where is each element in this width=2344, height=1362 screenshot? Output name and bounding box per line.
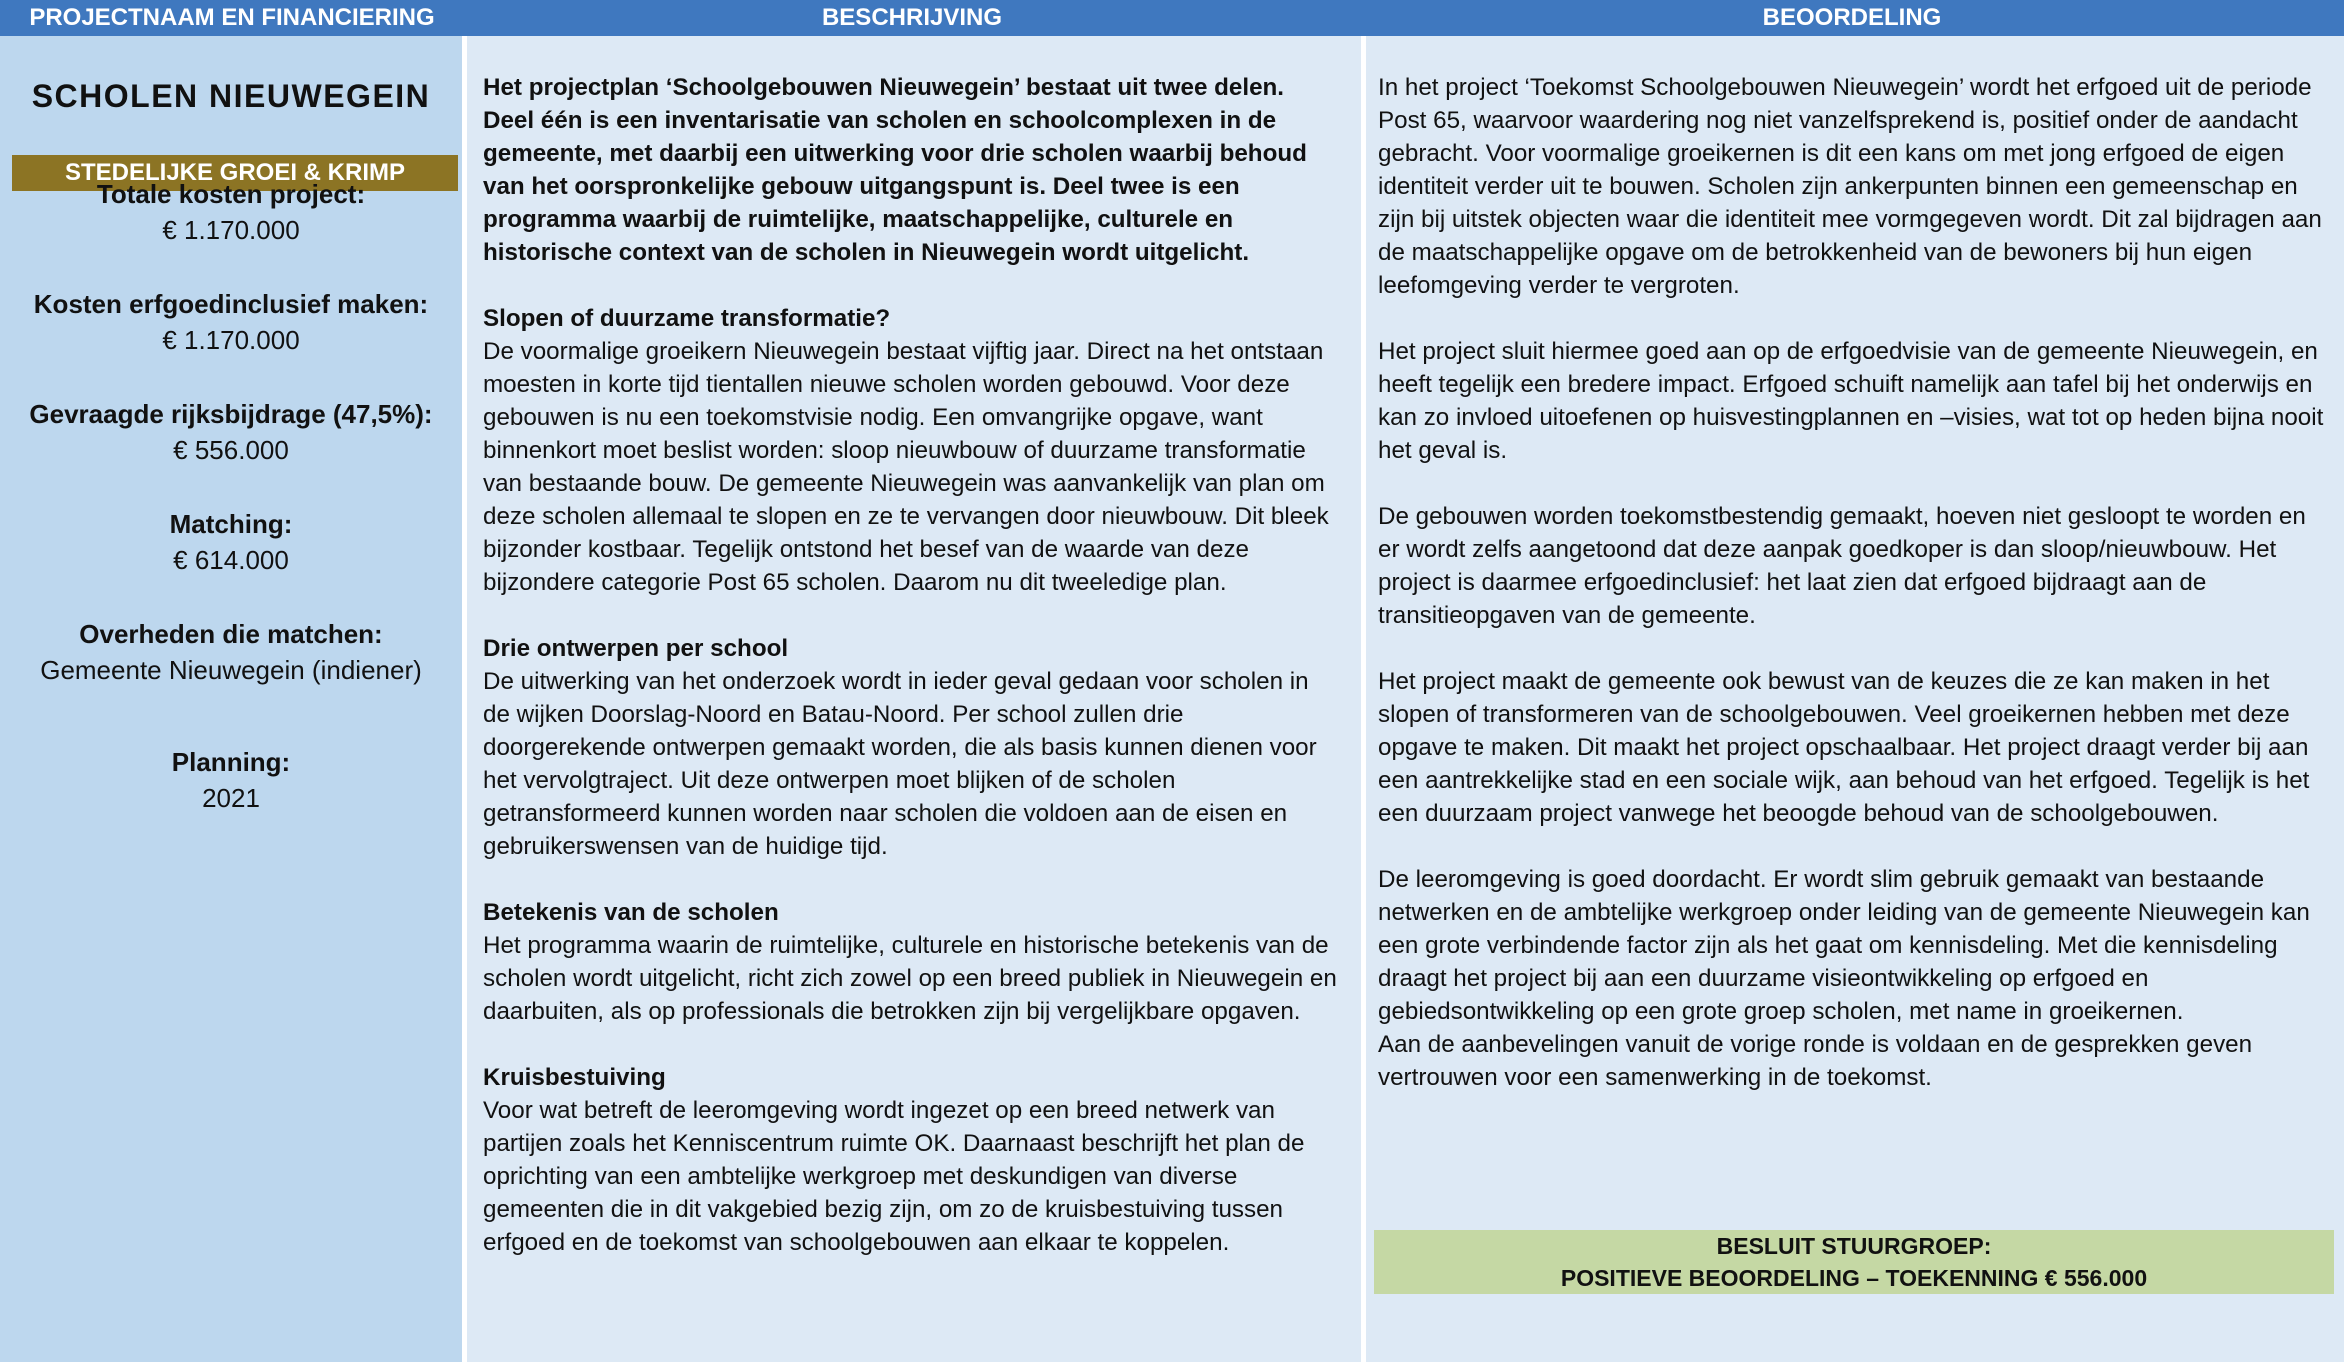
total-cost-value: € 1.170.000: [162, 215, 300, 245]
section-text: De uitwerking van het onderzoek wordt in ieder geval gedaan voor scholen in de wijken Doorslag-Noord en Batau-Noord. Per school zullen drie doorgerekende ontwerpen gemaakt worden, die als basis kunnen dienen voor het vervolgtraject. Uit deze ontwerpen moet blijken of de scholen getransformeerd kunnen worden naar scholen die voldoen aan de eisen en gebruikerswensen van de huidige tijd.: [483, 668, 1317, 860]
description-column: [467, 36, 1361, 1362]
assessment-column: [1366, 36, 2344, 1362]
heritage-cost-label: Kosten erfgoedinclusief maken:: [33, 289, 429, 319]
description-section: [483, 896, 1341, 1028]
governments-value: Gemeente Nieuwegein (indiener): [40, 655, 422, 685]
description-section: [483, 632, 1341, 863]
assessment-paragraph: Het project maakt de gemeente ook bewust van de keuzes die ze kan maken in het slopen of transformeren van de schoolgebouwen. Veel groeikernen hebben met deze opgave te maken. Dit maakt het project opschaalbaar. Het project draagt verder bij aan een aantrekkelijke stad en een sociale wijk, aan behoud van het erfgoed. Tegelijk is het een duurzaam project vanwege het beoogde behoud van de schoolgebouwen.: [1378, 668, 2310, 827]
planning-label: Planning:: [171, 747, 291, 777]
matching-value: € 614.000: [173, 545, 289, 575]
header-assessment: BEOORDELING: [1762, 4, 1942, 31]
planning-block: [0, 744, 462, 816]
matching-label: Matching:: [169, 509, 293, 539]
assessment-paragraph: Aan de aanbevelingen vanuit de vorige ronde is voldaan en de gesprekken geven vertrouwen voor een samenwerking in de toekomst.: [1378, 1031, 2253, 1091]
assessment-paragraph: Het project sluit hiermee goed aan op de erfgoedvisie van de gemeente Nieuwegein, en heeft tegelijk een bredere impact. Erfgoed schuift namelijk aan tafel bij het onderwijs en kan zo invloed uitoefenen op huisvestingplannen en –visies, wat tot op heden bijna nooit het geval is.: [1378, 338, 2324, 464]
section-title: Drie ontwerpen per school: [483, 635, 789, 662]
contribution-value: € 556.000: [173, 435, 289, 465]
section-title: Slopen of duurzame transformatie?: [483, 305, 891, 332]
section-title: Betekenis van de scholen: [483, 899, 779, 926]
planning-value: 2021: [202, 783, 260, 813]
assessment-paragraph: De gebouwen worden toekomstbestendig gemaakt, hoeven niet gesloopt te worden en er wordt zelfs aangetoond dat deze aanpak goedkoper is dan sloop/nieuwbouw. Het project is daarmee erfgoedinclusief: het laat zien dat erfgoed bijdraagt aan de transitieopgaven van de gemeente.: [1378, 503, 2306, 629]
section-text: De voormalige groeikern Nieuwegein bestaat vijftig jaar. Direct na het ontstaan moesten in korte tijd tientallen nieuwe scholen worden gebouwd. Voor deze gebouwen is nu een toekomstvisie nodig. Een omvangrijke opgave, want binnenkort moet beslist worden: sloop nieuwbouw of duurzame transformatie van bestaande bouw. De gemeente Nieuwegein was aanvankelijk van plan om deze scholen allemaal te slopen en ze te vervangen door nieuwbouw. Dit bleek bijzonder kostbaar. Tegelijk ontstond het besef van de waarde van deze bijzondere categorie Post 65 scholen. Daarom nu dit tweeledige plan.: [483, 338, 1329, 596]
header-bar: [0, 0, 2344, 36]
description-intro: Het projectplan ‘Schoolgebouwen Nieuwegein’ bestaat uit twee delen. Deel één is een inventarisatie van scholen en schoolcomplexen in de gemeente, met daarbij een uitwerking voor drie scholen waarbij behoud van het oorspronkelijke gebouw uitgangspunt is. Deel twee is een programma waarbij de ruimtelijke, maatschappelijke, culturele en historische context van de scholen in Nieuwegein wordt uitgelicht.: [483, 74, 1307, 266]
decision-text: POSITIEVE BEOORDELING – TOEKENNING € 556.000: [1560, 1265, 2148, 1291]
description-section: [483, 1061, 1341, 1259]
contribution-block: [0, 396, 462, 468]
header-description: BESCHRIJVING: [821, 4, 1003, 31]
header-project-financing: PROJECTNAAM EN FINANCIERING: [29, 4, 435, 31]
governments-label: Overheden die matchen:: [79, 619, 383, 649]
decision-title: BESLUIT STUURGROEP:: [1716, 1233, 1992, 1259]
governments-block: [0, 616, 462, 688]
section-title: Kruisbestuiving: [483, 1064, 666, 1091]
description-section: [483, 302, 1341, 599]
financing-column: [0, 36, 462, 1362]
contribution-label: Gevraagde rijksbijdrage (47,5%):: [29, 399, 433, 429]
assessment-paragraph: De leeromgeving is goed doordacht. Er wordt slim gebruik gemaakt van bestaande netwerken en de ambtelijke werkgroep onder leiding van de gemeente Nieuwegein kan een grote verbindende factor zijn als het gaat om kennisdeling. Met die kennisdeling draagt het project bij aan een duurzame visieontwikkeling op erfgoed en gebiedsontwikkeling op een grote groep scholen, met name in groeikernen.: [1378, 866, 2310, 1025]
project-name: SCHOLEN NIEUWEGEIN: [31, 78, 431, 114]
matching-block: [0, 506, 462, 578]
section-text: Het programma waarin de ruimtelijke, culturele en historische betekenis van de scholen wordt uitgelicht, richt zich zowel op een breed publiek in Nieuwegein en daarbuiten, als op professionals die betrokken zijn bij vergelijkbare opgaven.: [483, 932, 1337, 1025]
assessment-paragraph: In het project ‘Toekomst Schoolgebouwen Nieuwegein’ wordt het erfgoed uit de periode Post 65, waarvoor waardering nog niet vanzelfsprekend is, positief onder de aandacht gebracht. Voor voormalige groeikernen is dit een kans om met jong erfgoed de eigen identiteit verder uit te bouwen. Scholen zijn ankerpunten binnen een gemeenschap en zijn bij uitstek objecten waar die identiteit mee vormgegeven wordt. Dit zal bijdragen aan de maatschappelijke opgave om de betrokkenheid van de bewoners bij hun eigen leefomgeving verder te vergroten.: [1378, 74, 2322, 299]
decision-box: [1374, 1230, 2334, 1294]
total-cost-block: [0, 176, 462, 248]
heritage-cost-value: € 1.170.000: [162, 325, 300, 355]
theme-badge: STEDELIJKE GROEI & KRIMP: [12, 155, 458, 191]
section-text: Voor wat betreft de leeromgeving wordt ingezet op een breed netwerk van partijen zoals het Kenniscentrum ruimte OK. Daarnaast beschrijft het plan de oprichting van een ambtelijke werkgroep met deskundigen van diverse gemeenten die in dit vakgebied bezig zijn, om zo de kruisbestuiving tussen erfgoed en de toekomst van schoolgebouwen aan elkaar te koppelen.: [483, 1097, 1305, 1256]
heritage-cost-block: [0, 286, 462, 358]
total-cost-label: Totale kosten project:: [96, 179, 366, 209]
